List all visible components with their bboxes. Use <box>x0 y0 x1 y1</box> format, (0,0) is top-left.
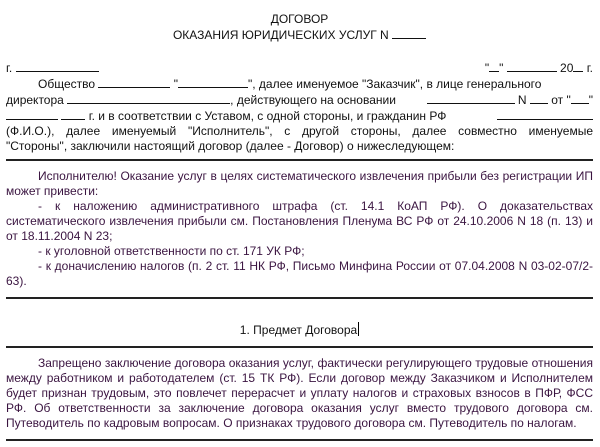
year-blank[interactable] <box>573 60 583 72</box>
note-executor-warning <box>6 161 593 297</box>
title-line-2: ОКАЗАНИЯ ЮРИДИЧЕСКИХ УСЛУГ N <box>6 27 593 43</box>
citizen-name-blank[interactable] <box>497 108 593 120</box>
preamble <box>6 76 593 154</box>
date-field: " " 20 г. <box>484 61 593 75</box>
city-blank[interactable] <box>16 60 99 72</box>
preamble-line-1: Общество " ", далее именуемое "Заказчик", в лице генерального <box>38 77 542 91</box>
note-2-bottom-rule <box>6 439 593 441</box>
note-labor-contract-warning <box>6 348 593 439</box>
note-1-intro: Исполнителю! Оказание услуг в целях систематического извлечения прибыли без регистрации ИП может привести: <box>6 169 593 198</box>
note-1-item-1: - к наложению административного штрафа (ст. 14.1 КоАП РФ). О доказательствах систематического извлечения прибыли см. Постановления Пленума ВС РФ от 24.10.2006 N 18 (п. 13) и от 18.11.2004 N 23; <box>6 199 593 243</box>
preamble-line-4: (Ф.И.О.), далее именуемый "Исполнитель", с другой стороны, далее совместно именуемые <box>6 124 593 138</box>
basis-doc-blank[interactable] <box>427 92 515 104</box>
city-date-row <box>6 60 593 76</box>
city-field: г. <box>6 60 99 76</box>
company-form-blank[interactable] <box>98 76 170 88</box>
contract-number-blank[interactable] <box>392 27 426 39</box>
director-name-blank[interactable] <box>67 92 230 104</box>
company-name-blank[interactable] <box>178 76 248 88</box>
text-cursor <box>358 322 359 336</box>
preamble-line-2: директора , действующего на основании N от " " <box>6 93 593 107</box>
preamble-line-3: г. и в соответствии с Уставом, с одной стороны, и гражданин РФ <box>6 108 593 124</box>
basis-year-blank[interactable] <box>61 108 85 120</box>
document-title <box>6 12 593 43</box>
note-1-item-3: - к доначислению налогов (п. 2 ст. 11 НК РФ, Письмо Минфина России от 07.04.2008 N 03-02-07/2-63). <box>6 259 593 288</box>
day-blank[interactable] <box>489 60 499 72</box>
preamble-line-5: "Стороны", заключили настоящий договор (далее - Договор) о нижеследующем: <box>6 139 455 153</box>
basis-day-blank[interactable] <box>571 92 589 104</box>
section-1-heading: 1. Предмет Договора <box>239 323 358 337</box>
contract-document <box>6 0 593 441</box>
note-1-item-2: - к уголовной ответственности по ст. 171 УК РФ; <box>38 244 305 258</box>
note-2-text: Запрещено заключение договора оказания услуг, фактически регулирующего трудовые отношения между работником и работодателем (ст. 15 ТК РФ). Если договор между Заказчиком и Исполнителем будет признан трудовым, это повлечет перерасчет и уплату налогов и страховых взносов в ПФР, ФСС РФ. Об ответственности за заключение договора оказания услуг вместо трудового договора см. Путеводитель по кадровым вопросам. О признаках трудового договора см. Путеводитель по налогам. <box>6 356 593 430</box>
basis-month-blank[interactable] <box>6 108 58 120</box>
note-1-bottom-rule <box>6 297 593 299</box>
basis-number-blank[interactable] <box>530 92 548 104</box>
month-blank[interactable] <box>507 60 557 72</box>
title-line-1: ДОГОВОР <box>270 12 329 26</box>
